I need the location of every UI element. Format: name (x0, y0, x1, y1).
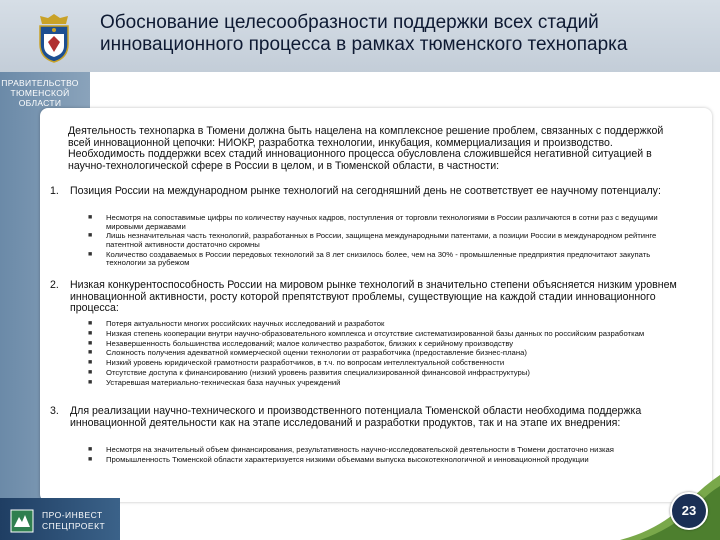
list-item (88, 456, 688, 465)
point-1 (50, 186, 690, 198)
list-item (88, 232, 688, 249)
list-item (88, 251, 688, 268)
bullet-icon: ■ (88, 349, 93, 357)
point-3 (50, 406, 690, 429)
list-item-text: Низкий уровень юридической грамотности разработчиков, в т.ч. по вопросам интеллектуальной собственности (106, 358, 505, 368)
bullet-icon: ■ (88, 455, 93, 463)
list-item (88, 214, 688, 231)
footer-brand-line-2: СПЕЦПРОЕКТ (42, 521, 106, 531)
point-2-list (88, 320, 688, 388)
bullet-icon: ■ (88, 446, 93, 453)
bullet-icon: ■ (88, 214, 93, 221)
list-item (88, 340, 688, 349)
point-number: 2. (50, 279, 59, 291)
coat-of-arms-icon (34, 12, 74, 64)
list-item-text: Сложность получения адекватной коммерческой оценки технологии от разработчика (предоставление бизнес-плана) (106, 348, 527, 358)
list-item-text: Незавершенность большинства исследований; малое количество разработок, близких к серийному производству (106, 338, 514, 348)
government-caption-line-3: ОБЛАСТИ (18, 98, 62, 108)
government-caption (0, 78, 80, 108)
point-number: 3. (50, 405, 59, 417)
bullet-icon: ■ (88, 329, 93, 337)
bullet-icon: ■ (88, 320, 93, 327)
point-text: Для реализации научно-технического и производственного потенциала Тюменской области необходима поддержка инновационной деятельности как на этапе исследований и разработки продуктов, так и на этапе их внедрения: (70, 405, 642, 429)
list-item (88, 359, 688, 368)
list-item (88, 379, 688, 388)
list-item-text: Несмотря на значительный объем финансирования, результативность научно-исследовательской деятельности в Тюмени достаточно низкая (106, 445, 614, 454)
point-1-list (88, 214, 688, 269)
list-item (88, 369, 688, 378)
pro-invest-logo-icon (10, 509, 34, 533)
list-item-text: Несмотря на сопоставимые цифры по количеству научных кадров, поступления от торговли технологиями в России различаются в сотни раз с ведущими мировыми державами (106, 213, 658, 231)
point-3-list (88, 446, 688, 466)
point-number: 1. (50, 185, 59, 197)
bullet-icon: ■ (88, 250, 93, 258)
point-text: Позиция России на международном рынке технологий на сегодняшний день не соответствует ее научному потенциалу: (70, 185, 661, 197)
point-2 (50, 280, 690, 315)
government-caption-line-2: ТЮМЕНСКОЙ (10, 88, 70, 98)
list-item (88, 330, 688, 339)
point-text: Низкая конкурентоспособность России на мировом рынке технологий в значительно степени объясняется низким уровнем инновационной активности, росту которой препятствуют проблемы, существующие на каждой стадии инновационного процесса: (70, 279, 677, 315)
list-item-text: Устаревшая материально-техническая база научных учреждений (106, 377, 341, 387)
list-item-text: Промышленность Тюменской области характеризуется низкими объемами выпуска высокотехнологичной и инновационной продукции (106, 454, 589, 464)
bullet-icon: ■ (88, 339, 93, 347)
list-item-text: Количество создаваемых в России передовых технологий за 8 лет снизилось более, чем на 30% - промышленные предприятия предпочитают закупать технологии за рубежом (106, 249, 651, 268)
bullet-icon: ■ (88, 232, 93, 240)
government-caption-line-1: ПРАВИТЕЛЬСТВО (1, 78, 79, 88)
bullet-icon: ■ (88, 368, 93, 376)
bullet-icon: ■ (88, 359, 93, 367)
list-item-text: Лишь незначительная часть технологий, разработанных в России, защищена международными патентами, а позиции России в международном рейтинге патентной активности достаточно скромны (106, 231, 657, 249)
footer-brand (42, 510, 105, 532)
list-item (88, 446, 688, 455)
title-line-2: инновационного процесса в рамках тюменского технопарка (100, 34, 628, 55)
bullet-icon: ■ (88, 378, 93, 386)
title-line-1: Обоснование целесообразности поддержки всех стадий (100, 12, 599, 33)
list-item-text: Низкая степень кооперации внутри научно-образовательного комплекса и отсутствие систематизированной базы данных по российским разработкам (106, 328, 645, 338)
page-title (100, 12, 700, 56)
list-item-text: Отсутствие доступа к финансированию (низкий уровень развития специализированной финансовой инфраструктуры) (106, 367, 530, 377)
list-item-text: Потеря актуальности многих российских научных исследований и разработок (106, 319, 385, 328)
page-number-badge: 23 (670, 492, 708, 530)
footer-brand-line-1: ПРО-ИНВЕСТ (42, 510, 103, 520)
list-item (88, 320, 688, 329)
intro-paragraph: Деятельность технопарка в Тюмени должна быть нацелена на комплексное решение проблем, связанных с поддержкой всей инновационной цепочки: НИОКР, разработка технологии, инкубация, коммерциализация и производство. Необходимость поддержки всех стадий инновационного процесса обусловлена сложившейся негативной ситуацией в научно-технологической сфере в России в целом, и в Тюменской области, в частности: (68, 125, 664, 172)
list-item (88, 349, 688, 358)
